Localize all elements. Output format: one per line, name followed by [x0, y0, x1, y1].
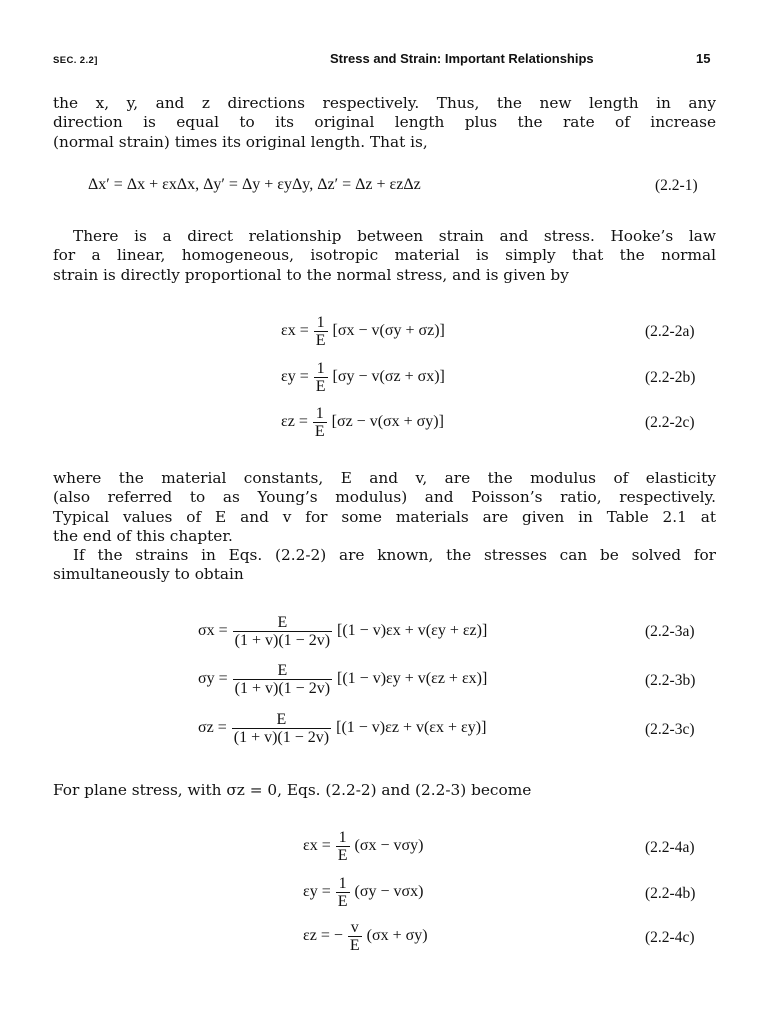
text-line: the end of this chapter. [53, 526, 233, 545]
text-line: (normal strain) times its original length. That is, [53, 132, 428, 151]
text-line: where the material constants, E and v, are the modulus of elasticity [53, 469, 716, 487]
equation-2-2-3c: σz = $\frac{E}{(1 + v)(1 - 2v)}$ [(1 − v)εz + v(εx + εy)] [198, 711, 487, 746]
paragraph-2 [53, 227, 716, 285]
equation-number: (2.2-2b) [645, 369, 696, 386]
paragraph-3 [53, 469, 716, 546]
text-line: strain is directly proportional to the normal stress, and is given by [53, 265, 569, 284]
text-line: direction is equal to its original length plus the rate of increase [53, 113, 716, 132]
equation-2-2-4a: εx = $\frac{1}{E}$ (σx − vσy) [303, 829, 424, 864]
running-title: Stress and Strain: Important Relationships [330, 51, 594, 66]
equation-number: (2.2-4c) [645, 929, 695, 946]
equation-number: (2.2-3b) [645, 672, 696, 689]
equation-number: (2.2-4b) [645, 885, 696, 902]
equation-2-2-2b: εy = $\frac{1}{E}$ [σy − v(σz + σx)] [281, 360, 445, 395]
equation-number: (2.2-4a) [645, 839, 695, 856]
equation-number: (2.2-2a) [645, 323, 695, 340]
text-line: Typical values of E and v for some materials are given in Table 2.1 at [53, 507, 716, 526]
equation-number: (2.2-1) [655, 177, 698, 194]
text-line: the x, y, and z directions respectively. Thus, the new length in any [53, 94, 716, 112]
text-line: For plane stress, with σz = 0, Eqs. (2.2-2) and (2.2-3) become [53, 781, 532, 799]
equation-2-2-3a: σx = $\frac{E}{(1 + v)(1 - 2v)}$ [(1 − v)εx + v(εy + εz)] [198, 614, 488, 649]
paragraph-1 [53, 94, 716, 152]
text-line: (also referred to as Young’s modulus) and Poisson’s ratio, respectively. [53, 488, 716, 507]
text-line: simultaneously to obtain [53, 565, 244, 584]
equation-2-2-3b: σy = $\frac{E}{(1 + v)(1 - 2v)}$ [(1 − v)εy + v(εz + εx)] [198, 662, 488, 697]
paragraph-4 [53, 546, 716, 585]
text-line: for a linear, homogeneous, isotropic material is simply that the normal [53, 246, 716, 265]
equation-2-2-2c: εz = $\frac{1}{E}$ [σz − v(σx + σy)] [281, 405, 444, 440]
equation-2-2-4b: εy = $\frac{1}{E}$ (σy − vσx) [303, 875, 424, 910]
equation-2-2-1: Δx′ = Δx + εxΔx, Δy′ = Δy + εyΔy, Δz′ = Δz + εzΔz [88, 176, 421, 193]
page-number: 15 [696, 51, 711, 66]
paragraph-5 [53, 781, 716, 800]
text-line: If the strains in Eqs. (2.2-2) are known, the stresses can be solved for [73, 546, 716, 564]
equation-2-2-2a: εx = $\frac{1}{E}$ [σx − v(σy + σz)] [281, 314, 445, 349]
equation-number: (2.2-3a) [645, 623, 695, 640]
text-line: There is a direct relationship between strain and stress. Hooke’s law [73, 227, 716, 245]
equation-number: (2.2-3c) [645, 721, 695, 738]
equation-number: (2.2-2c) [645, 414, 695, 431]
section-label: SEC. 2.2] [53, 55, 98, 66]
equation-2-2-4c: εz = − $\frac{v}{E}$ (σx + σy) [303, 919, 428, 954]
